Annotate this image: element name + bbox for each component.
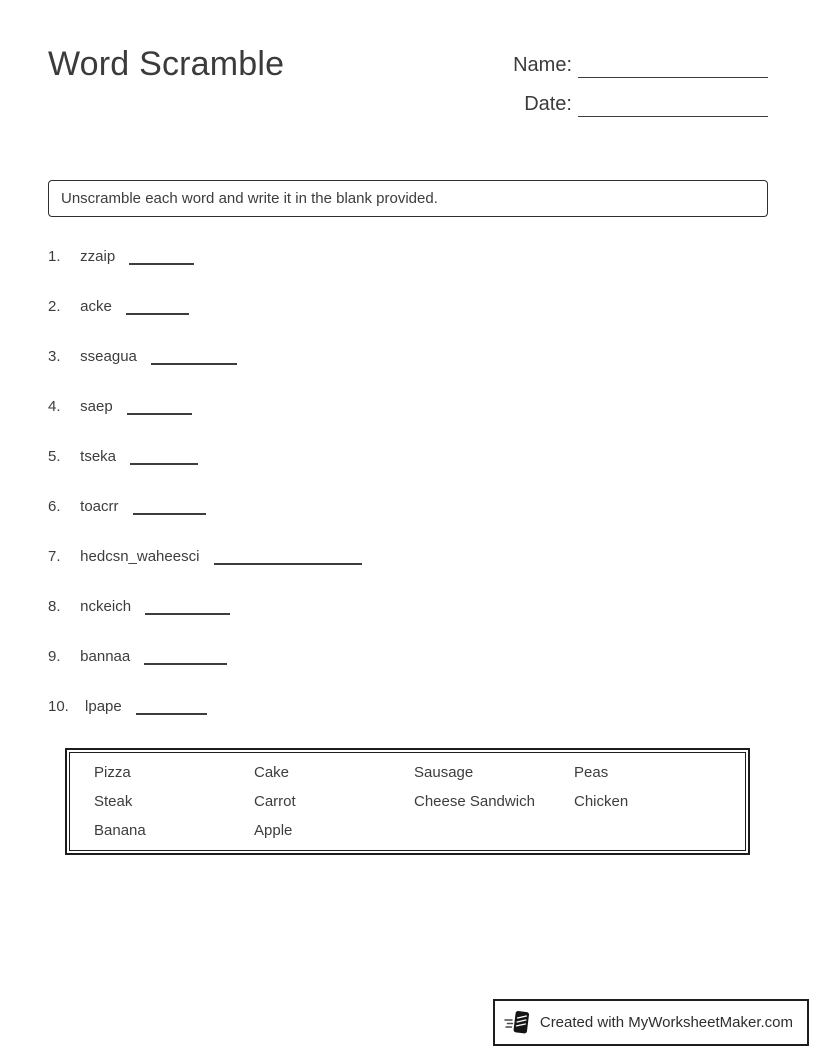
scrambled-word: hedcsn_waheesci [80, 548, 200, 565]
answer-blank[interactable] [136, 713, 207, 715]
word-bank-word: Chicken [574, 793, 629, 810]
answer-blank[interactable] [214, 563, 362, 565]
scramble-item [48, 398, 816, 415]
word-bank-word: Pizza [94, 764, 131, 781]
item-number: 5. [48, 448, 61, 465]
word-bank-grid [69, 752, 746, 851]
scrambled-word: nckeich [80, 598, 132, 615]
item-number: 8. [48, 598, 61, 615]
scrambled-word: lpape [85, 698, 122, 715]
scramble-item [48, 498, 816, 515]
scrambled-word: toacrr [80, 498, 119, 515]
date-row [513, 92, 768, 117]
item-number: 6. [48, 498, 61, 515]
instruction-box [48, 180, 768, 217]
name-fill-line[interactable] [578, 77, 768, 78]
answer-blank[interactable] [130, 463, 198, 465]
scramble-item [48, 348, 816, 365]
scrambled-word: tseka [80, 448, 117, 465]
word-bank-word: Cheese Sandwich [414, 793, 535, 810]
scrambled-word: saep [80, 398, 113, 415]
worksheet-maker-logo-icon [504, 1009, 531, 1036]
item-number: 9. [48, 648, 61, 665]
item-number: 10. [48, 698, 69, 715]
scramble-item [48, 698, 816, 715]
scramble-item [48, 248, 816, 265]
item-number: 1. [48, 248, 61, 265]
word-bank-word: Steak [94, 793, 133, 810]
word-bank-word: Banana [94, 822, 146, 839]
date-label: Date: [524, 93, 572, 115]
answer-blank[interactable] [144, 663, 227, 665]
answer-blank[interactable] [126, 313, 189, 315]
item-number: 2. [48, 298, 61, 315]
footer-credit-badge [493, 999, 809, 1046]
name-row [513, 53, 768, 78]
answer-blank[interactable] [133, 513, 206, 515]
word-bank-word: Apple [254, 822, 293, 839]
scrambled-word: acke [80, 298, 112, 315]
item-number: 7. [48, 548, 61, 565]
answer-blank[interactable] [145, 613, 230, 615]
scramble-item [48, 598, 816, 615]
word-bank-word: Carrot [254, 793, 296, 810]
scramble-list [48, 248, 816, 715]
answer-blank[interactable] [127, 413, 192, 415]
scrambled-word: bannaa [80, 648, 131, 665]
item-number: 3. [48, 348, 61, 365]
scrambled-word: sseagua [80, 348, 137, 365]
instruction-text: Unscramble each word and write it in the blank provided. [61, 190, 438, 207]
answer-blank[interactable] [129, 263, 194, 265]
name-date-block [513, 44, 768, 131]
item-number: 4. [48, 398, 61, 415]
date-fill-line[interactable] [578, 116, 768, 117]
scramble-item [48, 648, 816, 665]
scramble-item [48, 448, 816, 465]
header [0, 0, 816, 131]
word-bank-word: Sausage [414, 764, 474, 781]
name-label: Name: [513, 54, 572, 76]
word-bank-box [65, 748, 750, 855]
word-bank-word: Peas [574, 764, 609, 781]
scramble-item [48, 548, 816, 565]
answer-blank[interactable] [151, 363, 237, 365]
scramble-item [48, 298, 816, 315]
word-bank-word: Cake [254, 764, 290, 781]
page-title: Word Scramble [48, 45, 285, 83]
scrambled-word: zzaip [80, 248, 116, 265]
footer-credit-text: Created with MyWorksheetMaker.com [539, 1013, 793, 1031]
